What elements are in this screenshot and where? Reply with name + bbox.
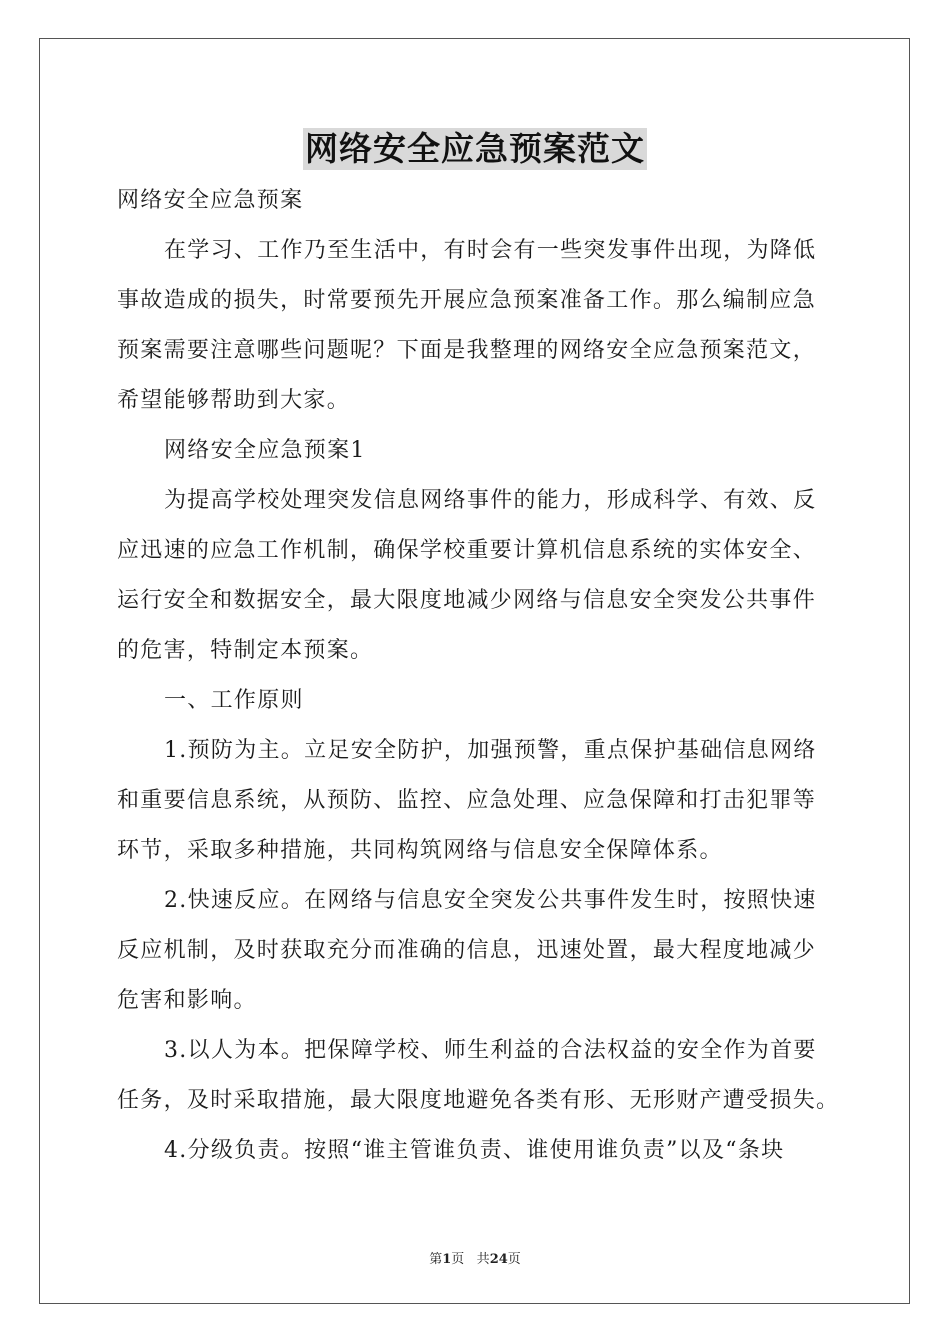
text-line: 网络安全应急预案: [117, 188, 304, 213]
document-title: 网络安全应急预案范文: [305, 129, 645, 168]
text-line: 事故造成的损失，时常要预先开展应急预案准备工作。那么编制应急: [117, 288, 817, 313]
text-line: 预案需要注意哪些问题呢？下面是我整理的网络安全应急预案范文，: [117, 338, 817, 363]
text-line: 反应机制，及时获取充分而准确的信息，迅速处置，最大程度地减少: [117, 938, 817, 963]
total-prefix: 共: [476, 1252, 490, 1267]
title-container: [0, 128, 950, 170]
text-line: 任务，及时采取措施，最大限度地避免各类有形、无形财产遭受损失。: [117, 1088, 840, 1113]
text-line: 的危害，特制定本预案。: [117, 638, 374, 663]
page-prefix: 第: [429, 1252, 443, 1267]
text-line: 希望能够帮助到大家。: [117, 388, 351, 413]
text-line: 在学习、工作乃至生活中，有时会有一些突发事件出现，为降低: [164, 238, 817, 263]
page-suffix: 页: [451, 1252, 465, 1267]
text-line: 4.分级负责。按照“谁主管谁负责、谁使用谁负责”以及“条块: [164, 1138, 785, 1163]
text-line: 网络安全应急预案1: [164, 438, 366, 463]
text-line: 危害和影响。: [117, 988, 257, 1013]
text-line: 1.预防为主。立足安全防护，加强预警，重点保护基础信息网络: [164, 738, 817, 763]
text-line: 2.快速反应。在网络与信息安全突发公共事件发生时，按照快速: [164, 888, 817, 913]
document-body: [117, 176, 840, 1176]
page-number: 1: [442, 1252, 452, 1267]
text-line: 环节，采取多种措施，共同构筑网络与信息安全保障体系。: [117, 838, 723, 863]
text-line: 应迅速的应急工作机制，确保学校重要计算机信息系统的实体安全、: [117, 538, 817, 563]
total-suffix: 页: [507, 1252, 521, 1267]
text-line: 为提高学校处理突发信息网络事件的能力，形成科学、有效、反: [164, 488, 817, 513]
page-footer: [0, 1248, 950, 1267]
total-pages: 24: [489, 1252, 508, 1267]
text-line: 3.以人为本。把保障学校、师生利益的合法权益的安全作为首要: [164, 1038, 817, 1063]
text-line: 一、工作原则: [164, 688, 304, 713]
text-line: 和重要信息系统，从预防、监控、应急处理、应急保障和打击犯罪等: [117, 788, 817, 813]
text-line: 运行安全和数据安全，最大限度地减少网络与信息安全突发公共事件: [117, 588, 817, 613]
